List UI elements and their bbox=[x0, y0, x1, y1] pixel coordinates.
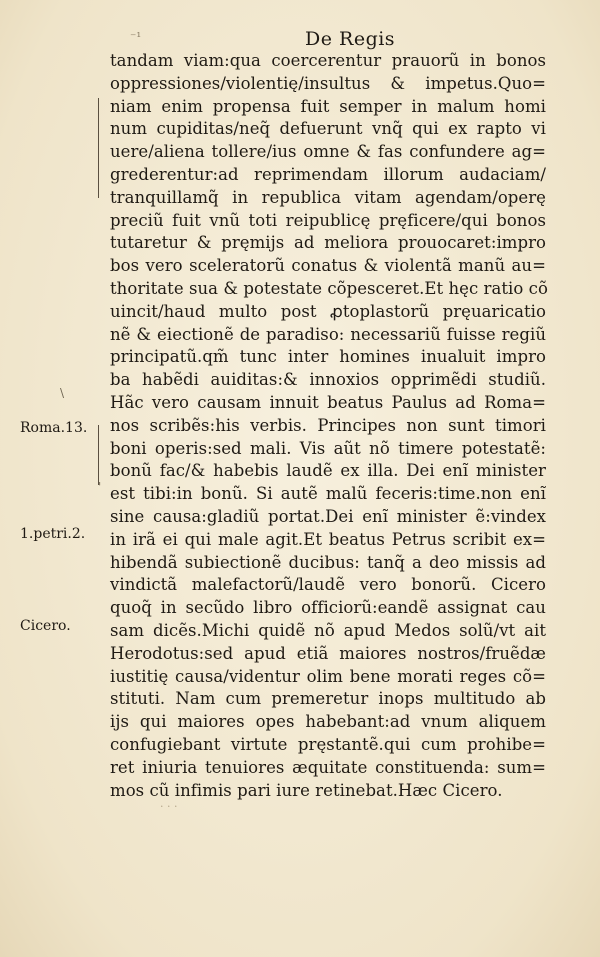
text-line: tandam viam:qua coercerentur prauorũ in bonos bbox=[110, 51, 546, 70]
ink-bracket bbox=[98, 425, 103, 485]
text-line: Hãc vero causam innuit beatus Paulus ad Roma= bbox=[110, 392, 546, 412]
text-line: in irã ei qui male agit.Et beatus Petrus scribit ex= bbox=[110, 529, 546, 549]
text-line: confugiebant virtute pręstantẽ.qui cum prohibe= bbox=[110, 734, 546, 754]
main-text bbox=[110, 50, 546, 802]
text-line: uere/aliena tollere/ius omne & fas confundere ag= bbox=[110, 142, 546, 162]
text-line: iustitię causa/videntur olim bene morati reges cõ= bbox=[110, 666, 546, 686]
text-line: ijs qui maiores opes habebant:ad vnum aliquem bbox=[110, 712, 546, 732]
margin-note-peter: 1.petri.2. bbox=[20, 526, 86, 542]
text-line: ret iniuria tenuiores æquitate constituenda: sum= bbox=[110, 757, 546, 777]
text-line: quoq̃ in secũdo libro officiorũ:eandẽ assignat cau bbox=[110, 598, 546, 618]
ink-mark: ' bbox=[98, 480, 102, 494]
running-head: De Regis bbox=[305, 28, 396, 50]
faint-ink-mark: · · · bbox=[160, 800, 178, 813]
text-line: preciũ fuit vnũ toti reipublicę pręficere/qui bonos bbox=[110, 210, 546, 230]
ink-bracket bbox=[98, 98, 103, 198]
text-line: tranquillamq̃ in republica vitam agendam/operę bbox=[110, 187, 546, 207]
text-line: est tibi:in bonũ. Si autẽ malũ feceris:time.non enĩ bbox=[110, 484, 546, 504]
text-line: grederentur:ad reprimendam illorum audaciam/ bbox=[110, 164, 546, 184]
text-line: ba habẽdi auiditas:& innoxios opprimẽdi studiũ. bbox=[110, 370, 546, 390]
text-line: oppressiones/violentię/insultus & impetus.Quo= bbox=[110, 73, 546, 93]
margin-note-romans: Roma.13. bbox=[20, 420, 88, 436]
text-line: uincit/haud multo post ꝓtoplastorũ pręuaricatio bbox=[110, 301, 546, 321]
text-line: stituti. Nam cum premeretur inops multitudo ab bbox=[110, 689, 546, 709]
text-line: bos vero sceleratorũ conatus & violentã manũ au= bbox=[110, 256, 546, 276]
text-line: thoritate sua & potestate cõpesceret.Et hęc ratio cõ bbox=[110, 278, 548, 298]
margin-note-cicero: Cicero. bbox=[20, 618, 71, 634]
text-line: boni operis:sed mali. Vis aũt nõ timere potestatẽ: bbox=[110, 438, 546, 458]
text-line: nẽ & eiectionẽ de paradiso: necessariũ fuisse regiũ bbox=[110, 324, 546, 344]
text-line: Herodotus:sed apud etiã maiores nostros/fruẽdæ bbox=[110, 643, 546, 663]
text-line: hibendã subiectionẽ ducibus: tanq̃ a deo missis ad bbox=[110, 552, 546, 572]
text-line: sine causa:gladiũ portat.Dei enĩ minister ẽ:vindex bbox=[110, 506, 546, 526]
text-line: sam dicẽs.Michi quidẽ nõ apud Medos solũ/vt ait bbox=[110, 620, 546, 640]
text-line: mos cũ infimis pari iure retinebat.Hæc Cicero. bbox=[110, 780, 503, 800]
ink-mark: \ bbox=[60, 386, 65, 400]
text-line: nos scribẽs:his verbis. Principes non sunt timori bbox=[110, 415, 546, 435]
faint-ink-mark: ⁻¹ bbox=[130, 30, 142, 44]
text-line: principatũ.qm̃ tunc inter homines inualuit impro bbox=[110, 347, 546, 367]
text-line: tutaretur & pręmijs ad meliora prouocaret:impro bbox=[110, 233, 546, 253]
text-line: vindictã malefactorũ/laudẽ vero bonorũ. Cicero bbox=[110, 575, 546, 595]
text-line: niam enim propensa fuit semper in malum homi bbox=[110, 96, 546, 116]
text-line: num cupiditas/neq̃ defuerunt vnq̃ qui ex rapto vi bbox=[110, 119, 546, 139]
text-line: bonũ fac/& habebis laudẽ ex illa. Dei enĩ minister bbox=[110, 461, 546, 481]
